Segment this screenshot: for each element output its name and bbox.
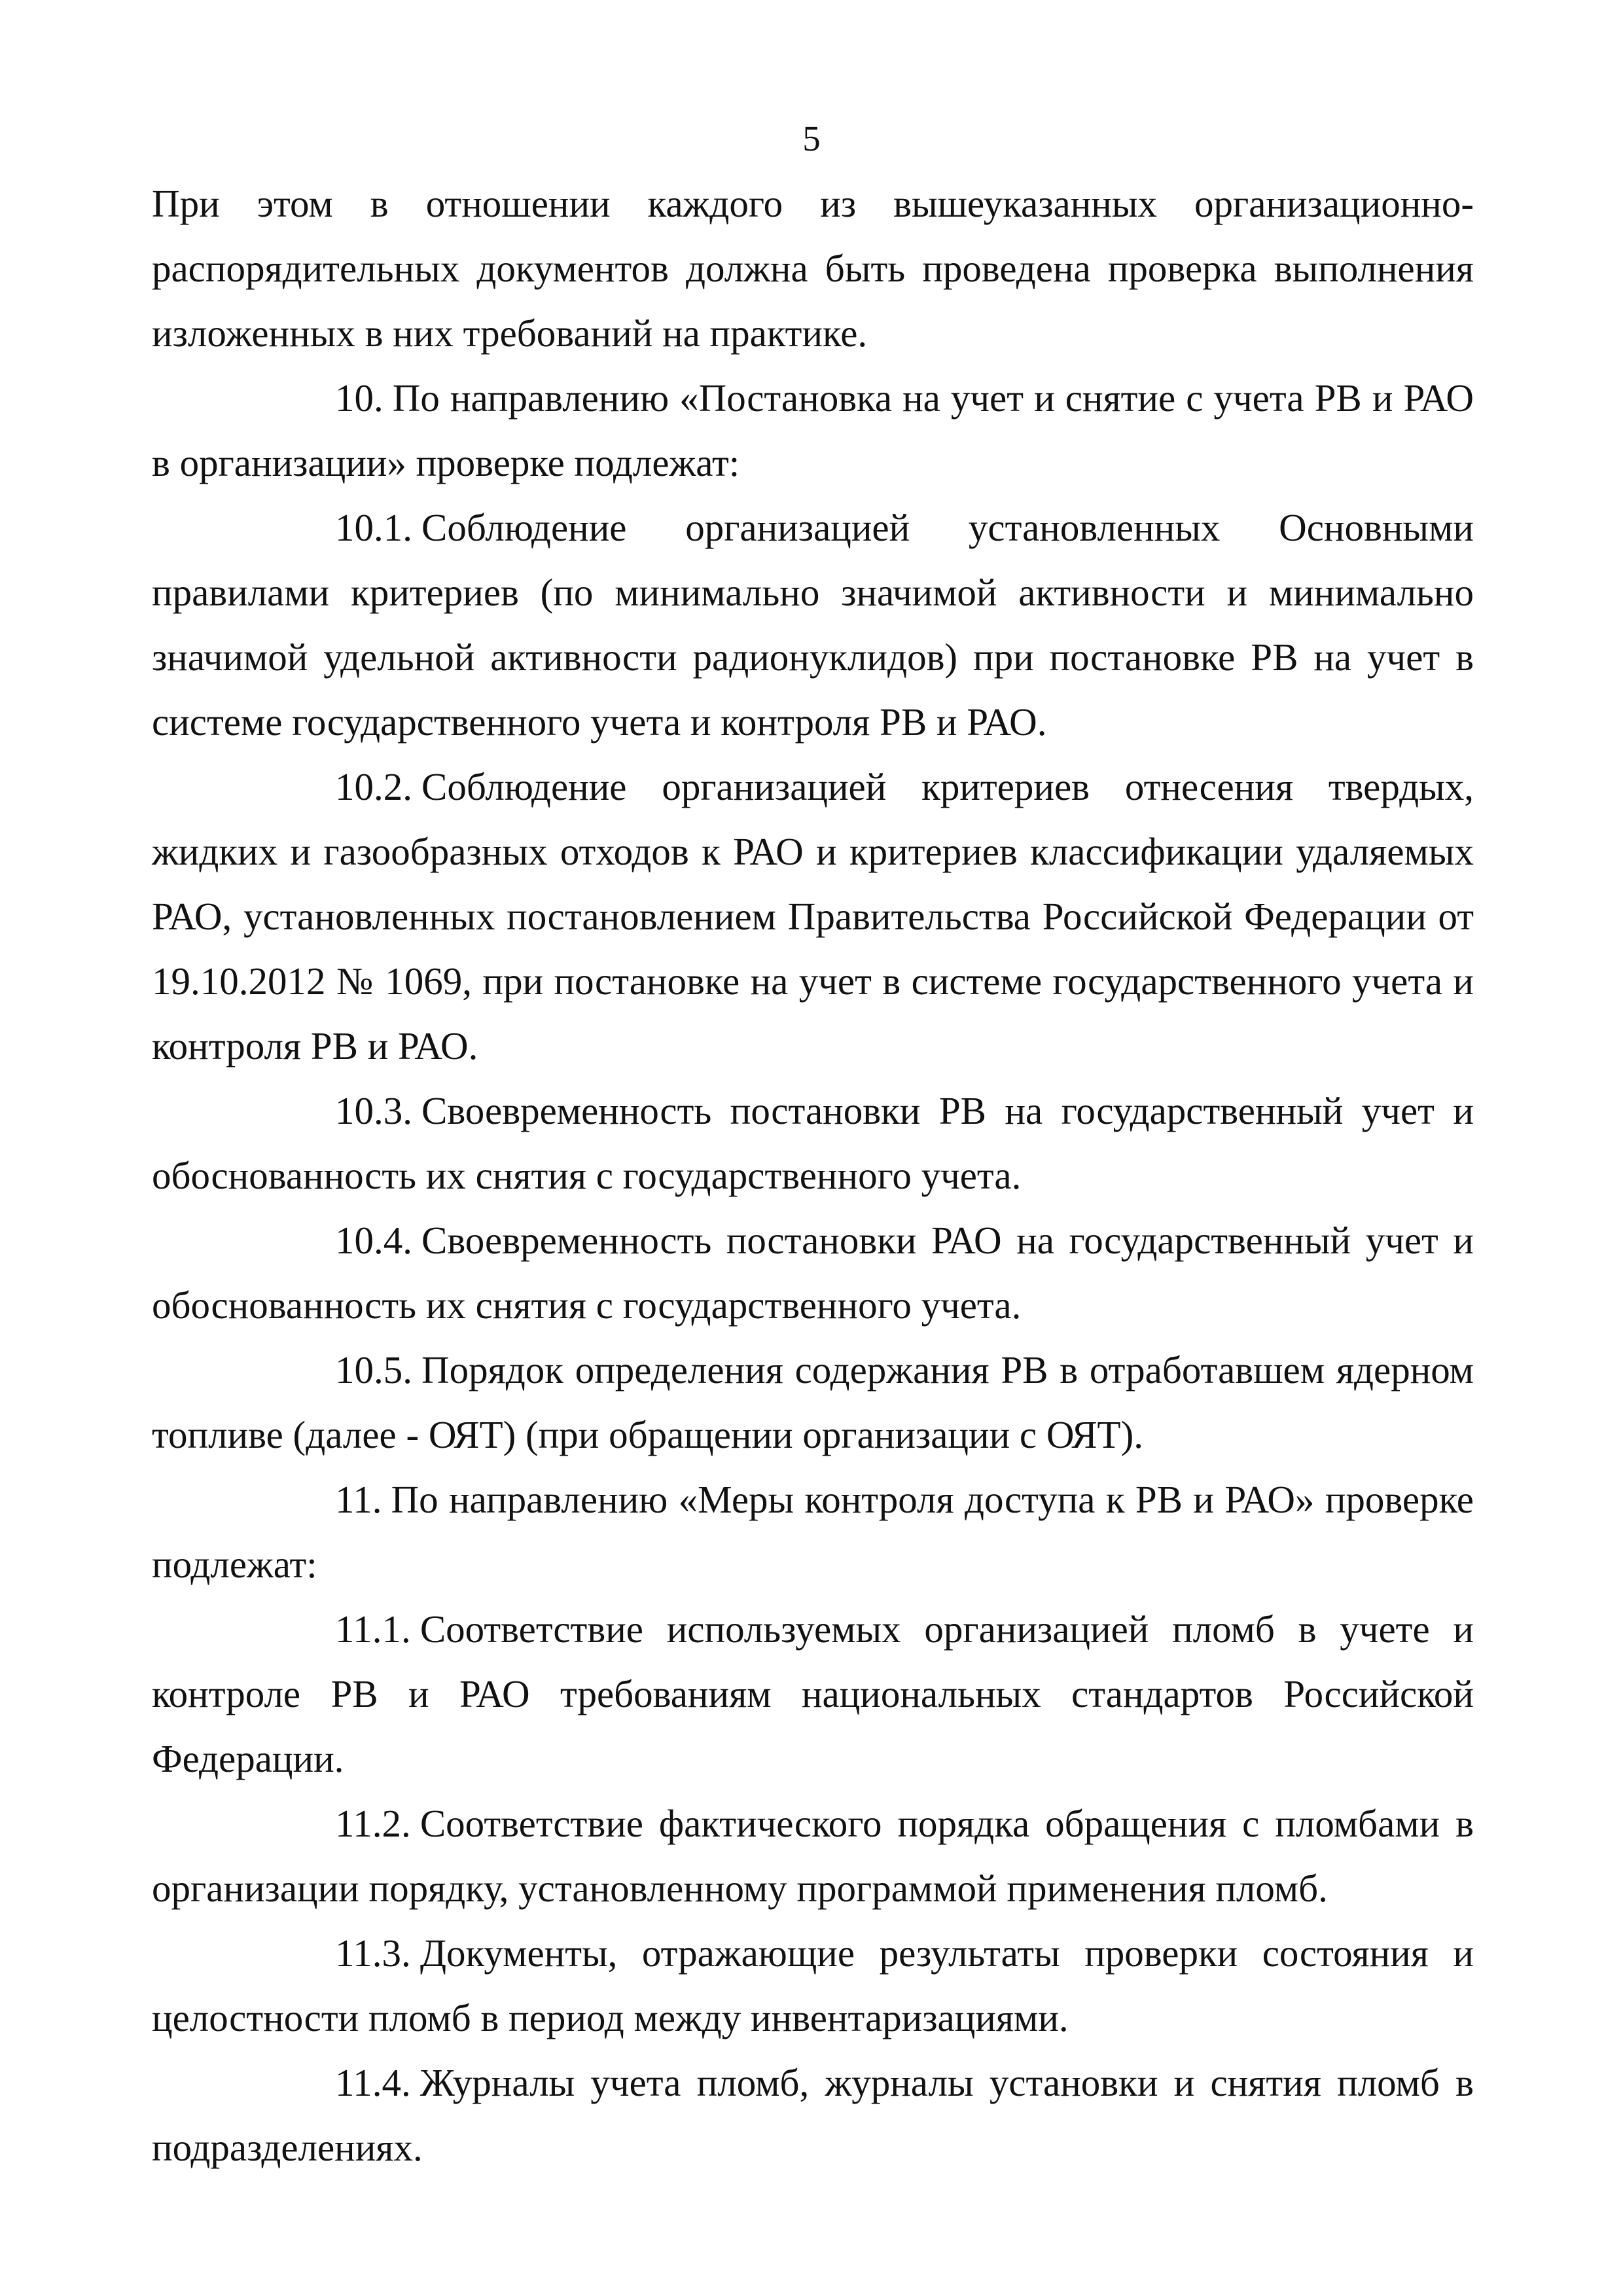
paragraph-number: 10. [335, 376, 383, 420]
paragraph-10-2 [152, 755, 1474, 1079]
paragraph-11-4 [152, 2051, 1474, 2180]
paragraph-number: 11.3. [335, 1931, 411, 1975]
paragraph-10-4 [152, 1208, 1474, 1338]
paragraph-number: 11.1. [335, 1607, 411, 1651]
paragraph-number: 11.4. [335, 2061, 411, 2104]
paragraph-10-3 [152, 1079, 1474, 1208]
paragraph-text: Соответствие фактического порядка обращения с пломбами в организации порядку, установленному программой применения пломб. [152, 1802, 1474, 1910]
paragraph-text: По направлению «Меры контроля доступа к РВ и РАО» проверке подлежат: [152, 1478, 1474, 1586]
page-number: 5 [802, 118, 821, 158]
paragraph-number: 10.1. [335, 506, 412, 549]
paragraph-10-1 [152, 495, 1474, 755]
paragraph-10-5 [152, 1338, 1474, 1467]
paragraph-10 [152, 366, 1474, 495]
paragraph-text: При этом в отношении каждого из вышеуказанных организационно-распорядительных документов должна быть проведена проверка выполнения изложенных в них требований на практике. [152, 182, 1474, 355]
paragraph-11-1 [152, 1597, 1474, 1791]
paragraph-text: Своевременность постановки РВ на государственный учет и обоснованность их снятия с государственного учета. [152, 1089, 1474, 1197]
paragraph-text: Соответствие используемых организацией пломб в учете и контроле РВ и РАО требованиям национальных стандартов Российской Федерации. [152, 1607, 1474, 1780]
paragraph-intro [152, 171, 1474, 366]
paragraph-number: 10.5. [335, 1348, 412, 1391]
paragraph-number: 10.3. [335, 1089, 412, 1132]
paragraph-text: Журналы учета пломб, журналы установки и снятия пломб в подразделениях. [152, 2061, 1474, 2169]
paragraph-text: Соблюдение организацией установленных Основными правилами критериев (по минимально значимой активности и минимально значимой удельной активности радионуклидов) при постановке РВ на учет в системе государственного учета и контроля РВ и РАО. [152, 506, 1474, 744]
paragraph-number: 11.2. [335, 1802, 411, 1845]
paragraph-text: Соблюдение организацией критериев отнесения твердых, жидких и газообразных отходов к РАО и критериев классификации удаляемых РАО, установленных постановлением Правительства Российской Федерации от 19.10.2012 № 1069, при постановке на учет в системе государственного учета и контроля РВ и РАО. [152, 765, 1474, 1067]
paragraph-number: 10.2. [335, 765, 412, 808]
paragraph-11-2 [152, 1791, 1474, 1921]
paragraph-11-3 [152, 1921, 1474, 2051]
paragraph-text: Документы, отражающие результаты проверки состояния и целостности пломб в период между инвентаризациями. [152, 1931, 1474, 2039]
paragraph-number: 10.4. [335, 1219, 412, 1262]
document-body [152, 171, 1474, 2180]
paragraph-text: Своевременность постановки РАО на государственный учет и обоснованность их снятия с государственного учета. [152, 1219, 1474, 1327]
paragraph-text: По направлению «Постановка на учет и снятие с учета РВ и РАО в организации» проверке подлежат: [152, 376, 1474, 484]
paragraph-number: 11. [335, 1478, 382, 1521]
paragraph-text: Порядок определения содержания РВ в отработавшем ядерном топливе (далее - ОЯТ) (при обращении организации с ОЯТ). [152, 1348, 1474, 1456]
paragraph-11 [152, 1467, 1474, 1597]
